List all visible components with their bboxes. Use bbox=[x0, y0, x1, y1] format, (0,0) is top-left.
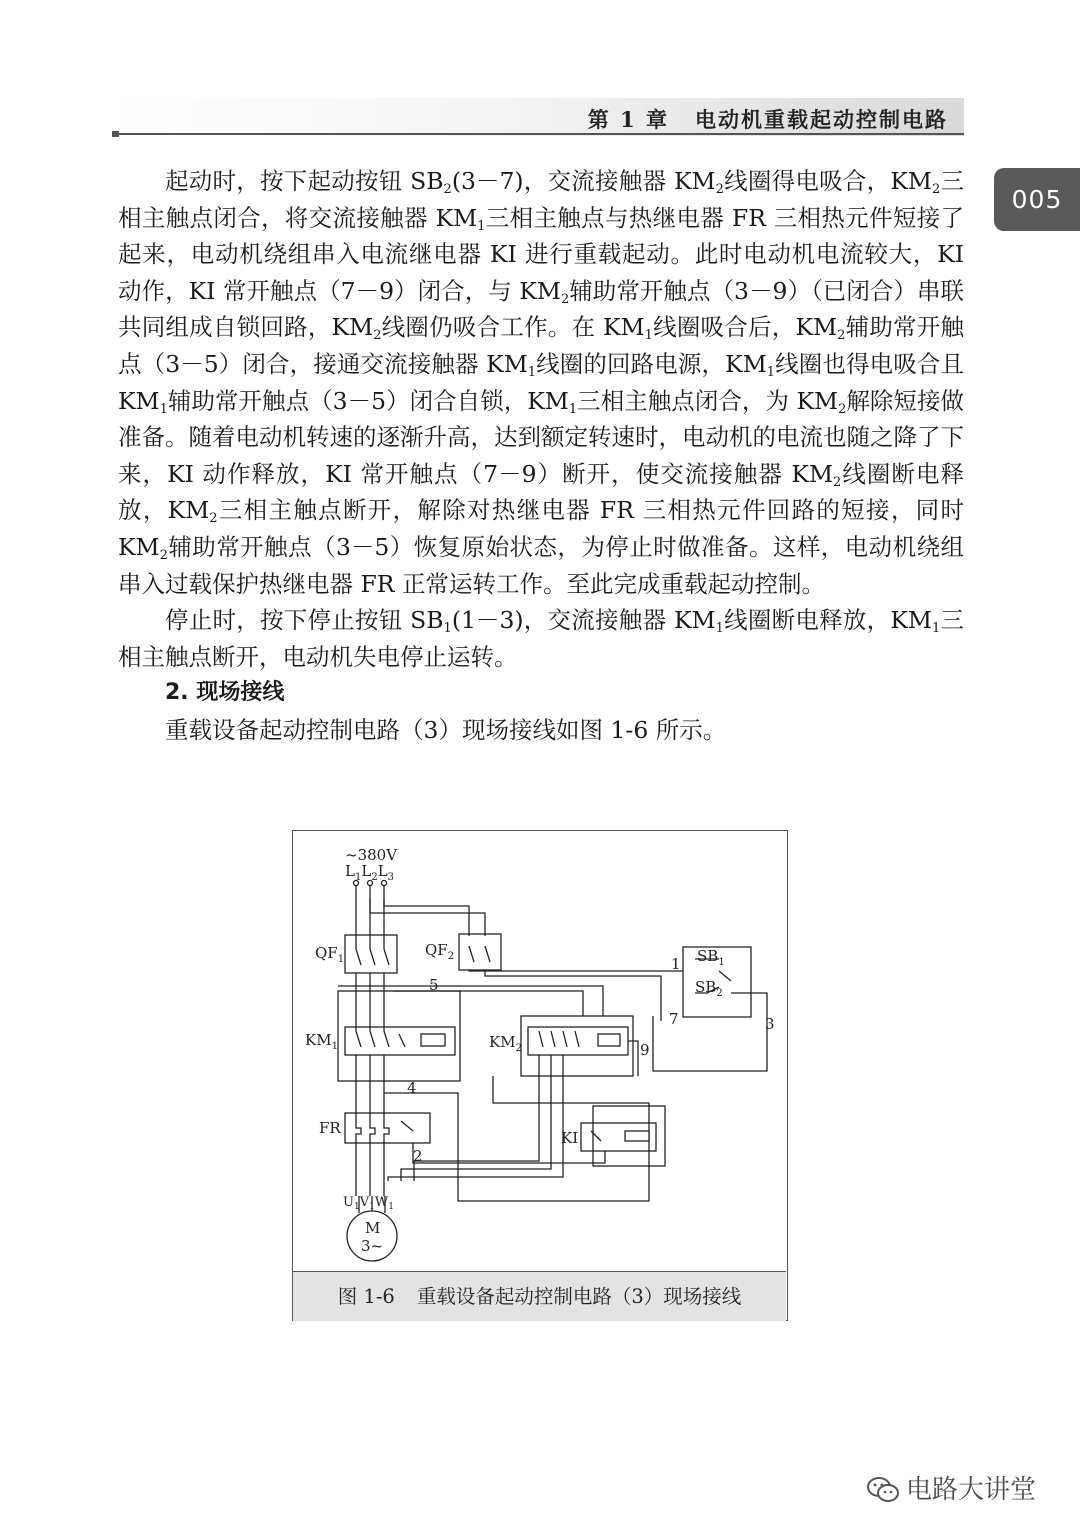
text-run: 三相主触点断开，电动机失电停止运转。 bbox=[118, 606, 965, 671]
section-heading: 2. 现场接线 bbox=[165, 680, 285, 706]
label-phases: $L_1L_2L_3$ bbox=[345, 862, 395, 883]
text-run: 线圈断电释放，KM bbox=[723, 606, 932, 635]
label-wire-9: 9 bbox=[640, 1041, 650, 1059]
label-km2: $KM_2$ bbox=[489, 1033, 522, 1054]
text-run: 辅助常开触点（3－5）闭合，接通交流接触器 KM bbox=[118, 313, 965, 378]
subscript: 1 bbox=[715, 621, 724, 637]
text-run: 线圈断电释放，KM bbox=[118, 459, 965, 525]
label-sb2: $SB_2$ bbox=[695, 978, 723, 999]
paragraph-start-sequence bbox=[118, 163, 964, 602]
label-qf1: $QF_1$ bbox=[315, 944, 345, 965]
text-run: 线圈仍吸合工作。在 KM bbox=[381, 313, 645, 342]
text-run: 三相主触点与热继电器 FR 三相热元件短接了起来，电动机绕组串入电流继电器 KI 进行重载起动。此时电动机电流较大，KI 动作，KI 常开触点（7－9）闭合，与 KM bbox=[118, 203, 964, 305]
text-run: 起动时，按下起动按钮 SB bbox=[165, 167, 444, 195]
text-run: 解除短接做准备。随着电动机转速的逐渐升高，达到额定转速时，电动机的电流也随之降了下来，KI 动作释放，KI 常开触点（7－9）断开，使交流接触器 KM bbox=[118, 386, 965, 488]
label-voltage: ~380V bbox=[345, 846, 398, 864]
wiring-diagram bbox=[293, 831, 786, 1271]
subscript: 2 bbox=[373, 328, 382, 344]
label-wire-2: 2 bbox=[413, 1147, 423, 1165]
subscript: 2 bbox=[833, 474, 842, 490]
figure-caption-number: 图 1-6 bbox=[337, 1285, 395, 1308]
label-km1: $KM_1$ bbox=[305, 1031, 338, 1052]
subscript: 2 bbox=[159, 547, 168, 563]
label-wire-4: 4 bbox=[407, 1079, 417, 1097]
subscript: 2 bbox=[837, 328, 846, 344]
text-run: 三相主触点闭合，将交流接触器 KM bbox=[118, 167, 965, 232]
label-sb1: $SB_1$ bbox=[697, 947, 725, 968]
figure-caption bbox=[293, 1271, 786, 1321]
text-run: 停止时，按下停止按钮 SB bbox=[165, 606, 444, 635]
label-motor-m: M bbox=[365, 1219, 381, 1237]
section-intro: 重载设备起动控制电路（3）现场接线如图 1-6 所示。 bbox=[165, 715, 727, 744]
watermark bbox=[866, 1470, 1036, 1510]
subscript: 1 bbox=[477, 218, 486, 234]
header-rule-marker bbox=[112, 131, 119, 137]
text-run: 辅助常开触点（3－5）闭合自锁，KM bbox=[167, 386, 569, 415]
subscript: 1 bbox=[443, 621, 452, 637]
text-run: 线圈得电吸合，KM bbox=[723, 167, 932, 195]
subscript: 2 bbox=[443, 182, 452, 197]
label-wire-7: 7 bbox=[669, 1010, 679, 1028]
paragraph-stop-sequence bbox=[118, 602, 964, 675]
wechat-icon bbox=[866, 1476, 900, 1504]
subscript: 2 bbox=[560, 291, 570, 307]
body-text bbox=[118, 163, 964, 749]
text-run: (1－3)，交流接触器 KM bbox=[451, 606, 716, 635]
text-run: 辅助常开触点（3－9）（已闭合）串联共同组成自锁回路，KM bbox=[118, 276, 964, 342]
subscript: 1 bbox=[644, 328, 653, 344]
text-run: 线圈吸合后，KM bbox=[652, 313, 838, 342]
text-run: 线圈也得电吸合且 KM bbox=[118, 349, 964, 415]
label-ki: KI bbox=[561, 1129, 579, 1147]
text-run: 线圈的回路电源，KM bbox=[536, 349, 767, 378]
label-motor-phase: 3~ bbox=[361, 1237, 384, 1255]
subscript: 2 bbox=[838, 401, 847, 417]
label-fr: FR bbox=[319, 1119, 341, 1137]
label-terminals: $U_1V_1W_1$ bbox=[343, 1195, 394, 1212]
figure-1-6 bbox=[292, 830, 788, 1321]
subscript: 1 bbox=[527, 364, 537, 380]
subscript: 1 bbox=[568, 401, 578, 417]
label-wire-3: 3 bbox=[765, 1015, 775, 1033]
subscript: 2 bbox=[931, 182, 941, 197]
chapter-title: 电动机重载起动控制电路 bbox=[695, 107, 948, 132]
subscript: 1 bbox=[931, 621, 941, 637]
subscript: 1 bbox=[766, 364, 776, 380]
label-wire-1: 1 bbox=[671, 955, 681, 973]
label-qf2: $QF_2$ bbox=[425, 941, 455, 962]
text-run: (3－7)，交流接触器 KM bbox=[451, 167, 716, 195]
text-run: 三相主触点断开，解除对热继电器 FR 三相热元件回路的短接，同时 KM bbox=[118, 496, 964, 561]
text-run: 辅助常开触点（3－5）恢复原始状态，为停止时做准备。这样，电动机绕组串入过载保护热继电器 FR 正常运转工作。至此完成重载起动控制。 bbox=[118, 532, 964, 598]
chapter-label: 第 1 章 bbox=[587, 107, 669, 132]
text-run: 三相主触点闭合，为 KM bbox=[577, 386, 839, 415]
subscript: 2 bbox=[715, 182, 724, 197]
running-header-title bbox=[588, 104, 948, 134]
figure-caption-text: 重载设备起动控制电路（3）现场接线 bbox=[416, 1285, 742, 1308]
subscript: 1 bbox=[159, 401, 168, 417]
watermark-text: 电路大讲堂 bbox=[906, 1475, 1037, 1505]
label-wire-5: 5 bbox=[429, 976, 439, 994]
page-number-tab: 005 bbox=[994, 168, 1080, 231]
subscript: 2 bbox=[209, 511, 218, 527]
